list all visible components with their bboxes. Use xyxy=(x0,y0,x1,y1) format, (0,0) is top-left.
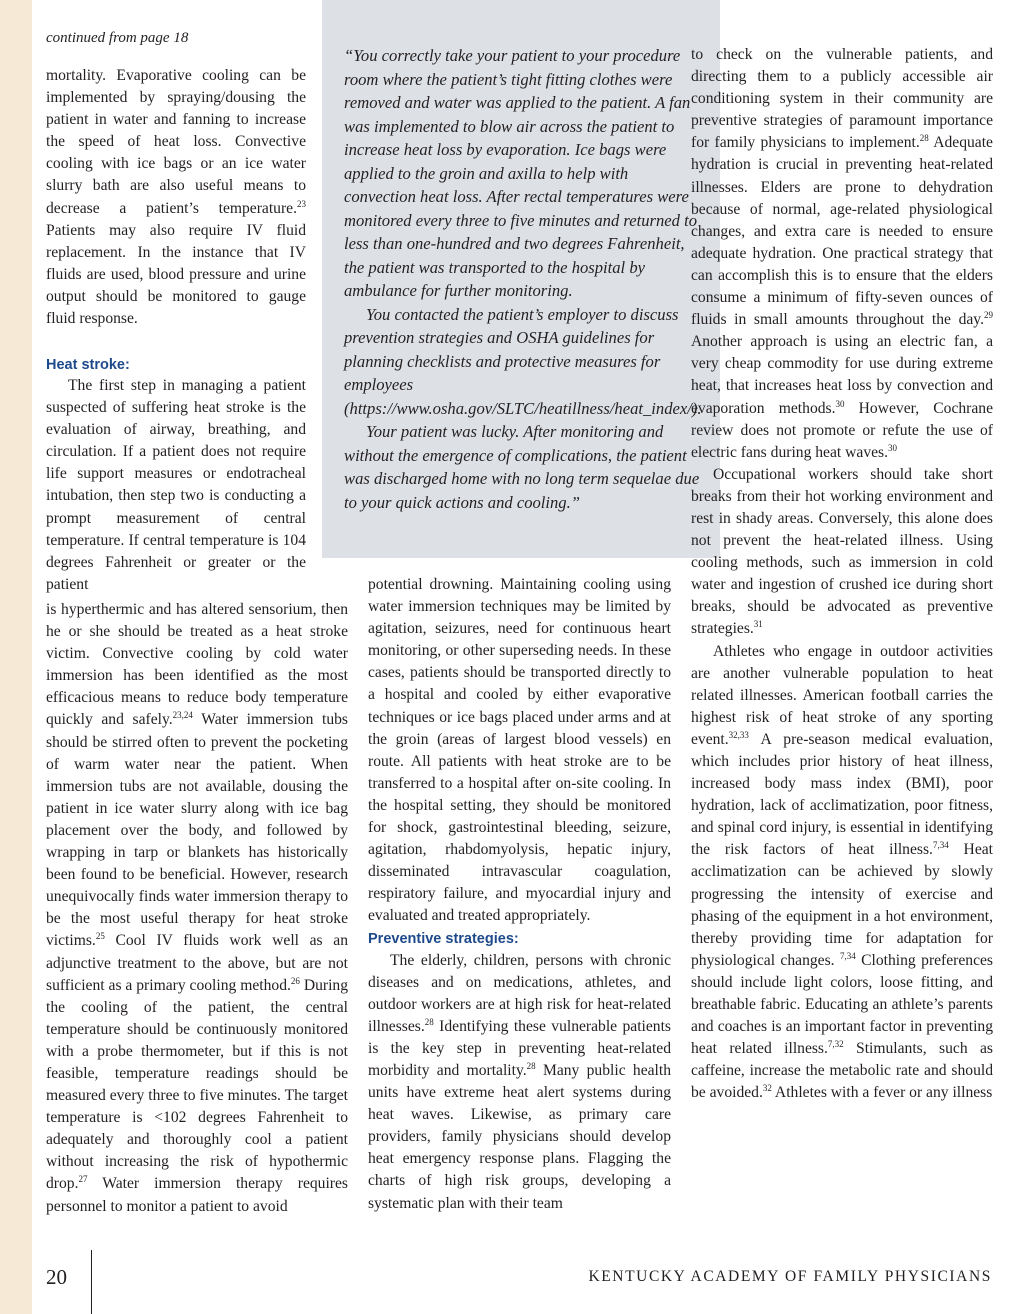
citation: 30 xyxy=(835,398,845,409)
heading-preventive-strategies: Preventive strategies: xyxy=(368,930,519,947)
citation: 28 xyxy=(919,133,929,144)
paragraph: is hyperthermic and has altered sensorium, then he or she should be treated as a heat stroke victim. Convective cooling by cold water immersion has been identified as the most efficacious means to reduce body temperature quickly and safely.$^{23,24}$ Water immersion tubs should be stirred often to prevent the pocketing of warm water near the patient. When immersion tubs are not available, dousing the patient in ice water slurry along with ice bag placement over the body, and followed by wrapping in tarp or blankets has historically been found to be beneficial. However, research unequivocally finds water immersion therapy to be the most useful therapy for heat stroke victims.$^{25}$ Cool IV fluids work well as an adjunctive treatment to the above, but are not sufficient as a primary cooling method.$^{26}$ During the cooling of the patient, the central temperature should be continuously monitored with a probe thermometer, but if this is not feasible, temperature readings should be measured every three to five minutes. The target temperature is <102 degrees Fahrenheit to adequately and thoroughly cool a patient without increasing the risk of hypothermic drop.$^{27}$ Water immersion therapy requires personnel to monitor a patient to avoid xyxy=(46,601,348,1215)
paragraph: The elderly, children, persons with chronic diseases and on medications, athletes, and outdoor workers are at high risk for heat-related illnesses.$^{28}$ Identifying these vulnerable patients is the key step in preventing heat-related morbidity and mortality.$^{28}$ Many public health units have extreme heat alert systems during heat waves. Likewise, as primary care providers, family physicians should develop heat emergency response plans. Flagging the charts of high risk groups, developing a systematic plan with their team xyxy=(368,951,672,1212)
page-number: 20 xyxy=(46,1265,67,1289)
paragraph: mortality. Evaporative cooling can be implemented by spraying/dousing the patient in water and fanning to increase the speed of heat loss. Convective cooling with ice bags or an ice water slurry bath are also useful means to decrease a patient’s temperature.$^{23}$ Patients may also require IV fluid replacement. In the instance that IV fluids are used, blood pressure and urine output should be monitored to gauge fluid response. xyxy=(46,67,306,328)
citation: 29 xyxy=(984,310,993,321)
citation: 26 xyxy=(290,975,300,986)
citation: 28 xyxy=(526,1060,536,1071)
quote-paragraph: You contacted the patient’s employer to discuss prevention strategies and OSHA guidelines for planning checklists and protective measures for employees (https://www.osha.gov/SLTC/heatillness/heat_index/). xyxy=(344,304,702,418)
citation: 27 xyxy=(78,1174,88,1185)
footer-divider xyxy=(91,1250,92,1314)
citation: 7,32 xyxy=(827,1039,844,1050)
column-1-top xyxy=(46,65,306,330)
citation: 25 xyxy=(95,931,105,942)
paragraph: potential drowning. Maintaining cooling using water immersion techniques may be limited by agitation, seizures, need for continuous heart monitoring, or other superseding needs. In these cases, patients should be transported directly to a hospital and cooled by either evaporative techniques or ice bags placed under arms and at the groin (areas of largest blood vessels) en route. All patients with heat stroke are to be transferred to a hospital after on-site cooling. In the hospital setting, they should be monitored for shock, gastrointestinal bleeding, seizure, agitation, rhabdomyolysis, hepatic injury, disseminated intravascular coagulation, respiratory failure, and myocardial injury and evaluated and treated appropriately. xyxy=(368,576,671,925)
column-1-bottom xyxy=(46,599,348,1218)
citation: 23,24 xyxy=(172,710,193,721)
citation: 23 xyxy=(297,198,306,209)
citation: 31 xyxy=(753,619,763,630)
column-3 xyxy=(691,44,993,1105)
column-1-narrow xyxy=(46,375,306,596)
column-2 xyxy=(368,574,671,1215)
continued-note: continued from page 18 xyxy=(46,30,189,46)
quote-paragraph: Your patient was lucky. After monitoring and without the emergence of complications, the patient was discharged home with no long term sequelae due to your quick actions and cooling.” xyxy=(344,422,700,512)
citation: 7,34 xyxy=(932,840,949,851)
citation: 28 xyxy=(424,1016,434,1027)
page-edge-band xyxy=(0,0,32,1314)
quote-paragraph: “You correctly take your patient to your procedure room where the patient’s tight fitting clothes were removed and water was applied to the patient. A fan was implemented to blow air across the patient to increase heat loss by evaporation. Ice bags were applied to the groin and axilla to help with convection heat loss. After rectal temperatures were monitored every three to five minutes and returned to less than one-hundred and two degrees Fahrenheit, the patient was transported to the hospital by ambulance for further monitoring. xyxy=(344,46,697,300)
citation: 32 xyxy=(762,1083,772,1094)
paragraph: to check on the vulnerable patients, and directing them to a publicly accessible air conditioning system in their community are preventive strategies of paramount importance for family physicians to implement.$^{28}$ Adequate hydration is crucial in preventing heat-related illnesses. Elders are prone to dehydration because of normal, age-related physiological changes, and extra care is needed to ensure adequate hydration. One practical strategy that can accomplish this is to ensure that the elders consume a minimum of fifty-seven ounces of fluids in small amounts throughout the day.$^{29}$ Another approach is using an electric fan, a very cheap commodity for use during extreme heat, that increases heat loss by convection and evaporation methods.$^{30}$ However, Cochrane review does not promote or refute the use of electric fans during heat waves.$^{30}$ xyxy=(691,46,993,461)
paragraph: Athletes who engage in outdoor activities are another vulnerable population to heat related illnesses. American football carries the highest risk of heat stroke of any sporting event.$^{32,33}$ A pre-season medical evaluation, which includes prior history of heat illness, increased body mass index (BMI), poor hydration, lack of acclimatization, poor fitness, and spinal cord injury, is essential in identifying the risk factors of heat illness.$^{7,34}$ Heat acclimatization can be achieved by slowly progressing the intensity of exercise and phasing of the equipment in a hot environment, thereby providing time for adaptation for physiological changes. $^{7,34}$ Clothing preferences should include light colors, loose fitting, and breathable fabric. Educating an athlete’s parents and coaches is an important factor in preventing heat related illness.$^{7,32}$ Stimulants, such as caffeine, increase the metabolic rate and should be avoided.$^{32}$ Athletes with a fever or any illness xyxy=(691,642,993,1102)
heading-heat-stroke: Heat stroke: xyxy=(46,357,130,373)
publication-name: KENTUCKY ACADEMY OF FAMILY PHYSICIANS xyxy=(588,1268,992,1285)
case-quote xyxy=(344,44,700,514)
citation: 30 xyxy=(888,442,898,453)
citation: 32,33 xyxy=(728,729,749,740)
citation: 7,34 xyxy=(839,950,856,961)
paragraph: The first step in managing a patient suspected of suffering heat stroke is the evaluation of airway, breathing, and circulation. If a patient does not require life support measures or endotracheal intubation, then step two is conducting a prompt measurement of central temperature. If central temperature is 104 degrees Fahrenheit or greater or the patient xyxy=(46,377,306,593)
paragraph: Occupational workers should take short breaks from their hot working environment and rest in shady areas. Conversely, this alone does not prevent the heat-related illness. Using cooling methods, such as immersion in cold water and ingestion of crushed ice during short breaks, should be advocated as preventive strategies.$^{31}$ xyxy=(691,465,993,638)
